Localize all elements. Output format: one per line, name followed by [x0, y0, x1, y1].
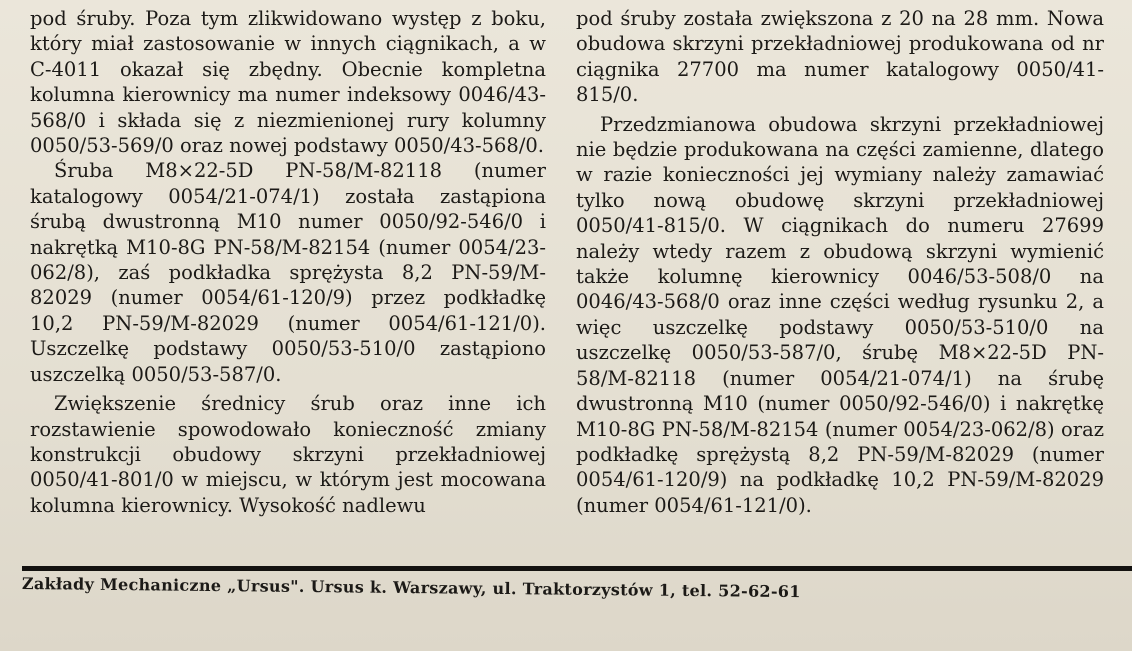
left-column	[30, 6, 546, 518]
footer-rule	[22, 566, 1132, 571]
paragraph: Zwiększenie średnicy śrub oraz inne ich rozstawienie spowodowało konieczność zmiany konstrukcji obudowy skrzyni przekładniowej 0050/41-801/0 w miejscu, w którym jest mocowana kolumna kierownicy. Wysokość nadlewu	[30, 392, 546, 517]
paragraph: Śruba M8×22-5D PN-58/M-82118 (numer katalogowy 0054/21-074/1) została zastąpiona śrubą dwustronną M10 numer 0050/92-546/0 i nakrętką M10-8G PN-58/M-82154 (numer 0054/23-062/8), zaś podkładka sprężysta 8,2 PN-59/M-82029 (numer 0054/61-120/9) przez podkładkę 10,2 PN-59/M-82029 (numer 0054/61-121/0). Uszczelkę podstawy 0050/53-510/0 zastąpiono uszczelką 0050/53-587/0.	[30, 159, 546, 386]
paragraph: pod śruby. Poza tym zlikwidowano występ z boku, który miał zastosowanie w innych ciągnikach, a w C-4011 okazał się zbędny. Obecnie kompletna kolumna kierownicy ma numer indeksowy 0046/43-568/0 i składa się z niezmienionej rury kolumny 0050/53-569/0 oraz nowej podstawy 0050/43-568/0.	[30, 7, 546, 158]
publisher-footer: Zakłady Mechaniczne „Ursus". Ursus k. Warszawy, ul. Traktorzystów 1, tel. 52-62-61	[21, 574, 801, 602]
paragraph: pod śruby została zwiększona z 20 na 28 mm. Nowa obudowa skrzyni przekładniowej produkowana od nr ciągnika 27700 ma numer katalogowy 0050/41-815/0.	[576, 7, 1104, 107]
paragraph: Przedzmianowa obudowa skrzyni przekładniowej nie będzie produkowana na części zamienne, dlatego w razie konieczności jej wymiany należy zamawiać tylko nową obudowę skrzyni przekładniowej 0050/41-815/0. W ciągnikach do numeru 27699 należy wtedy razem z obudową skrzyni wymienić także kolumnę kierownicy 0046/53-508/0 na 0046/43-568/0 oraz inne części według rysunku 2, a więc uszczelkę podstawy 0050/53-510/0 na uszczelkę 0050/53-587/0, śrubę M8×22-5D PN-58/M-82118 (numer 0054/21-074/1) na śrubę dwustronną M10 (numer 0050/92-546/0) i nakrętkę M10-8G PN-58/M-82154 (numer 0054/23-062/8) oraz podkładkę sprężystą 8,2 PN-59/M-82029 (numer 0054/61-120/9) na podkładkę 10,2 PN-59/M-82029 (numer 0054/61-121/0).	[576, 112, 1104, 517]
right-column	[576, 6, 1104, 518]
